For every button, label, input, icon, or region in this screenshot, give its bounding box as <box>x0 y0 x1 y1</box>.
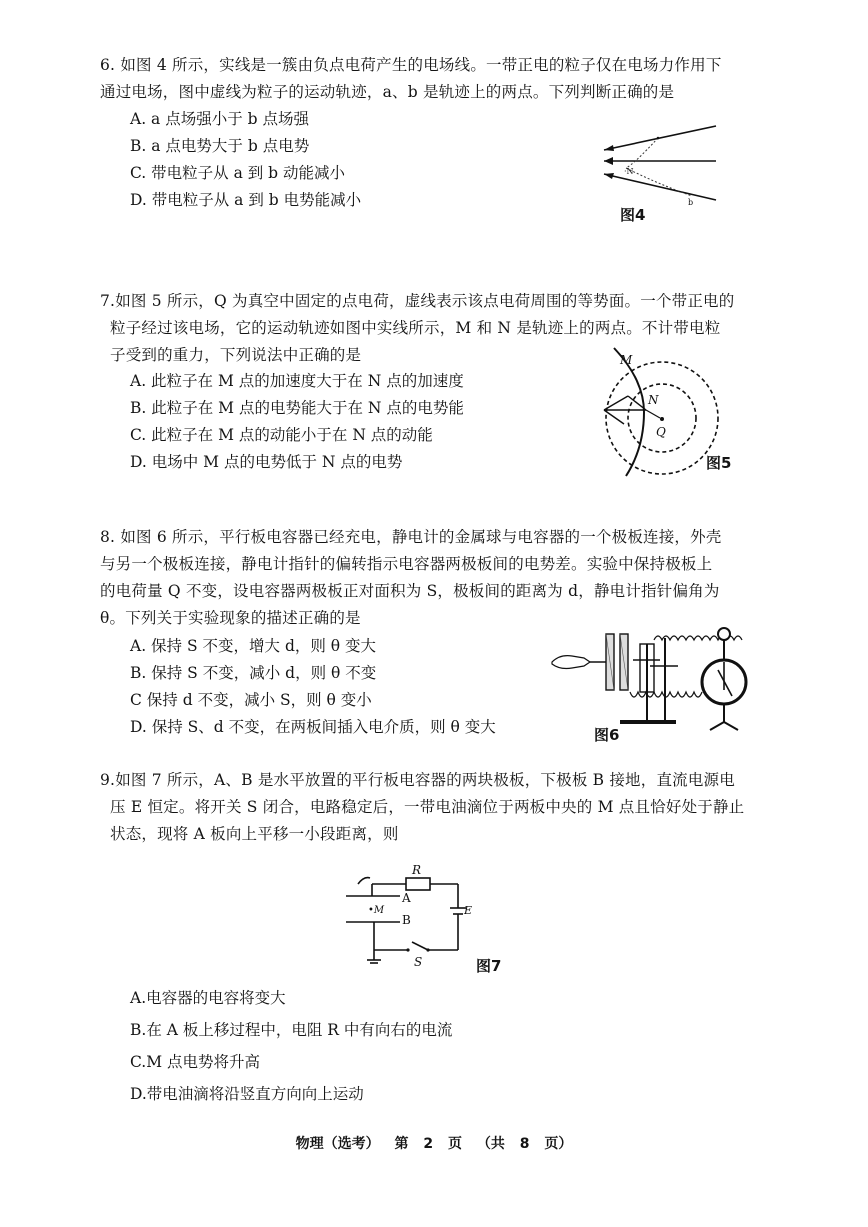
figure-6-label: 图6 <box>594 726 620 744</box>
q8-stem-line4: θ。下列关于实验现象的描述正确的是 <box>100 609 361 627</box>
q9-option-d: D.带电油滴将沿竖直方向向上运动 <box>130 1085 364 1103</box>
q8-option-c: C 保持 d 不变，减小 S，则 θ 变小 <box>130 691 372 709</box>
q8-stem-line2: 与另一个极板连接，静电计指针的偏转指示电容器两极板间的电势差。实验中保持极板上 <box>100 555 713 573</box>
footer-page: 第 2 页 <box>394 1136 462 1152</box>
figure-7-label: 图7 <box>476 957 502 975</box>
question-9 <box>100 767 744 848</box>
fig5-q-label: Q <box>656 425 666 439</box>
fig5-n-label: N <box>648 393 659 407</box>
q6-stem-line2: 通过电场，图中虚线为粒子的运动轨迹，a、b 是轨迹上的两点。下列判断正确的是 <box>100 83 675 101</box>
fig7-s-label: S <box>414 955 423 969</box>
q7-stem-line3: 子受到的重力，下列说法中正确的是 <box>110 346 362 364</box>
q6-option-b: B. a 点电势大于 b 点电势 <box>130 137 310 155</box>
q6-option-a: A. a 点场强小于 b 点场强 <box>130 110 309 128</box>
q7-stem-line1: 7.如图 5 所示，Q 为真空中固定的点电荷，虚线表示该点电荷周围的等势面。一个带正电的 <box>100 292 735 310</box>
q6-option-d: D. 带电粒子从 a 到 b 电势能减小 <box>130 191 362 209</box>
q7-stem-line2: 粒子经过该电场，它的运动轨迹如图中实线所示，M 和 N 是轨迹上的两点。不计带电粒 <box>110 319 721 337</box>
q9-option-b: B.在 A 板上移过程中，电阻 R 中有向右的电流 <box>130 1021 453 1039</box>
fig7-a-label: A <box>402 891 411 905</box>
q8-option-d: D. 保持 S、d 不变，在两板间插入电介质，则 θ 变大 <box>130 718 496 736</box>
fig7-m-label: •M <box>368 905 385 916</box>
svg-text:·N: ·N <box>624 167 634 176</box>
q9-stem-line3: 状态，现将 A 板向上平移一小段距离，则 <box>110 825 399 843</box>
q7-option-b: B. 此粒子在 M 点的电势能大于在 N 点的电势能 <box>130 399 464 417</box>
q9-option-a: A.电容器的电容将变大 <box>130 989 286 1007</box>
svg-text:b: b <box>688 198 694 207</box>
fig7-e-label: E <box>464 904 473 917</box>
q9-option-c: C.M 点电势将升高 <box>130 1053 261 1071</box>
q8-option-a: A. 保持 S 不变，增大 d，则 θ 变大 <box>130 637 377 655</box>
footer-total: （共 8 页） <box>476 1136 573 1152</box>
question-6 <box>100 52 722 106</box>
figure-5-label: 图5 <box>706 454 732 472</box>
q7-option-c: C. 此粒子在 M 点的动能小于在 N 点的动能 <box>130 426 433 444</box>
q8-stem-line3: 的电荷量 Q 不变，设电容器两极板正对面积为 S，极板间的距离为 d，静电计指针偏角为 <box>100 582 720 600</box>
fig7-b-label: B <box>402 913 411 927</box>
figure-4-field-lines <box>598 118 720 208</box>
q9-stem-line1: 9.如图 7 所示，A、B 是水平放置的平行板电容器的两块极板，下极板 B 接地，直流电源电 <box>100 771 735 789</box>
fig5-m-label: M <box>620 353 633 367</box>
q6-option-c: C. 带电粒子从 a 到 b 动能减小 <box>130 164 346 182</box>
q8-stem-line1: 8. 如图 6 所示，平行板电容器已经充电，静电计的金属球与电容器的一个极板连接，外壳 <box>100 528 722 546</box>
footer-subject: 物理（选考） <box>295 1136 380 1152</box>
figure-4-label: 图4 <box>620 206 646 224</box>
figure-6-electrometer <box>550 620 760 745</box>
q9-stem-line2: 压 E 恒定。将开关 S 闭合，电路稳定后，一带电油滴位于两板中央的 M 点且恰好处于静止 <box>110 798 745 816</box>
question-8 <box>100 524 722 632</box>
q7-option-d: D. 电场中 M 点的电势低于 N 点的电势 <box>130 453 403 471</box>
fig7-r-label: R <box>412 863 422 877</box>
q7-option-a: A. 此粒子在 M 点的加速度大于在 N 点的加速度 <box>130 372 464 390</box>
figure-7-circuit <box>340 862 490 972</box>
page-footer <box>0 1133 868 1153</box>
q8-option-b: B. 保持 S 不变，减小 d，则 θ 不变 <box>130 664 377 682</box>
q6-stem-line1: 6. 如图 4 所示，实线是一簇由负点电荷产生的电场线。一带正电的粒子仅在电场力作用下 <box>100 56 722 74</box>
